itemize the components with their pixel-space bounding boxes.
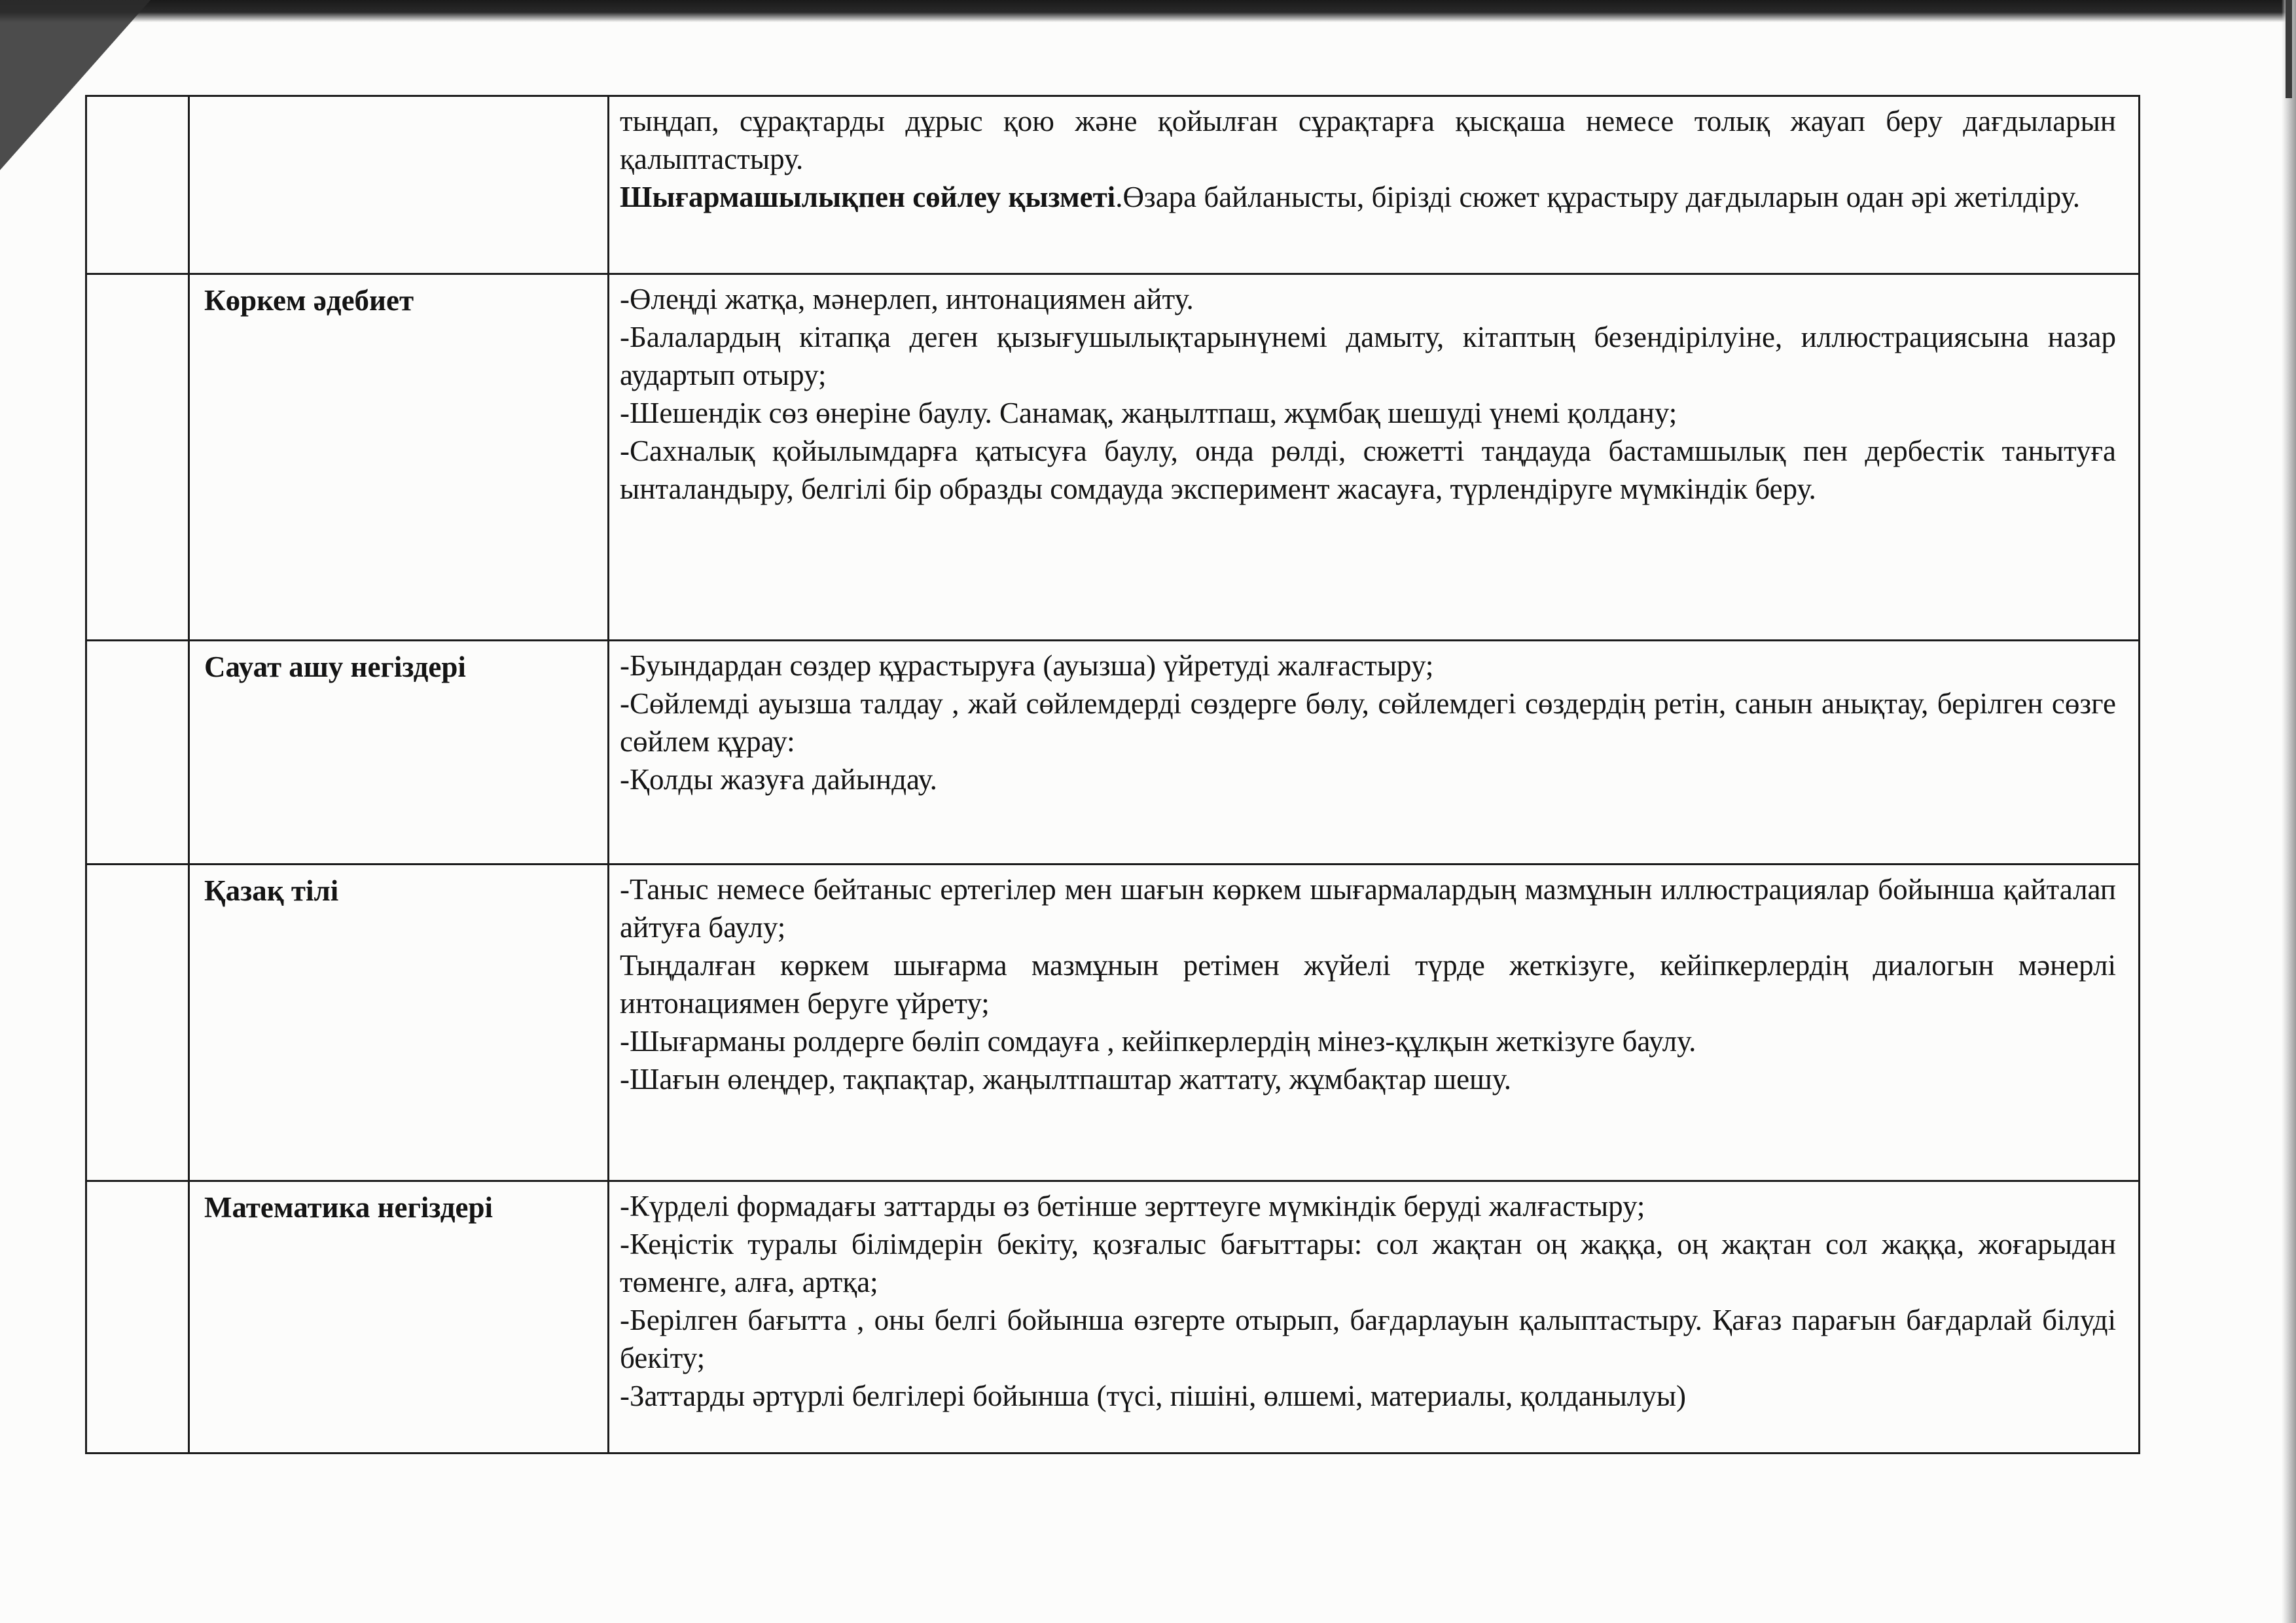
table-row [86,1181,2140,1454]
content-line [620,178,2116,216]
subject-cell: Математика негіздері [189,1181,609,1454]
table-row [86,865,2140,1181]
subject-cell [189,96,609,274]
table-row [86,641,2140,865]
blank-column-cell [86,274,189,641]
content-line: -Буындардан сөздер құрастыруға (ауызша) үйретуді жалғастыру; [620,649,1434,682]
content-line: -Шығарманы ролдерге бөліп сомдауға , кейіпкерлердің мінез-құлқын жеткізуге баулу. [620,1025,1696,1058]
content-line: -Берілген бағытта , оны белгі бойынша өзгерте отырып, бағдарлауын қалыптастыру. Қағаз парағын бағдарлай білуді бекіту; [620,1304,2116,1374]
content-line: -Өлеңді жатқа, мәнерлеп, интонациямен айту. [620,283,1194,315]
content-line: -Шағын өлеңдер, тақпақтар, жаңылтпаштар жаттату, жұмбақтар шешу. [620,1063,1511,1096]
subject-cell: Қазақ тілі [189,865,609,1181]
content-line: -Балалардың кітапқа деген қызығушылықтарынүнемі дамыту, кітаптың безендірілуіне, иллюстрациясына назар аудартып отыру; [620,321,2116,391]
bold-rest: .Өзара байланысты, бірізді сюжет құрастыру дағдыларын одан әрі жетілдіру. [1115,181,2080,213]
subject-cell: Көркем әдебиет [189,274,609,641]
content-line: -Қолды жазуға дайындау. [620,763,937,796]
content-line: -Сахналық қойылымдарға қатысуға баулу, онда рөлді, сюжетті таңдауда бастамшылық пен дербестік танытуға ынталандыру, белгілі бір образды сомдауда эксперимент жасауға, түрлендіруге мүмкіндік беру. [620,435,2116,505]
blank-column-cell [86,96,189,274]
content-line: -Заттарды әртүрлі белгілері бойынша (түсі, пішіні, өлшемі, материалы, қолданылуы) [620,1380,1687,1412]
table-row [86,96,2140,274]
bold-lead: Шығармашылықпен сөйлеу қызметі [620,181,1116,213]
scan-top-shadow [0,0,2296,22]
content-cell [609,641,2140,865]
scan-right-edge [2282,0,2296,1623]
content-line: -Сөйлемді ауызша талдау , жай сөйлемдерді сөздерге бөлу, сөйлемдегі сөздердің ретін, санын анықтау, берілген сөзге сөйлем құрау: [620,687,2116,758]
content-line: тыңдап, сұрақтарды дұрыс қою және қойылған сұрақтарға қысқаша немесе толық жауап беру дағдыларын қалыптастыру. [620,105,2116,175]
table-row [86,274,2140,641]
blank-column-cell [86,641,189,865]
blank-column-cell [86,1181,189,1454]
content-line: -Шешендік сөз өнеріне баулу. Санамақ, жаңылтпаш, жұмбақ шешуді үнемі қолдану; [620,397,1677,429]
content-line: -Кеңістік туралы білімдерін бекіту, қозғалыс бағыттары: сол жақтан оң жаққа, оң жақтан сол жаққа, жоғарыдан төменге, алға, артқа; [620,1228,2116,1298]
content-line: -Таныс немесе бейтаныс ертегілер мен шағын көркем шығармалардың мазмұнын иллюстрациялар бойынша қайталап айтуға баулу; [620,873,2116,944]
subject-cell: Сауат ашу негіздері [189,641,609,865]
content-cell [609,96,2140,274]
content-line: -Күрделі формадағы заттарды өз бетінше зерттеуге мүмкіндік беруді жалғастыру; [620,1190,1645,1222]
content-cell [609,1181,2140,1454]
content-cell [609,274,2140,641]
blank-column-cell [86,865,189,1181]
content-line: Тыңдалған көркем шығарма мазмұнын ретімен жүйелі түрде жеткізуге, кейіпкерлердің диалогын мәнерлі интонациямен беруге үйрету; [620,949,2116,1020]
scan-right-binding [2286,0,2292,98]
curriculum-table [85,95,2140,1454]
content-cell [609,865,2140,1181]
